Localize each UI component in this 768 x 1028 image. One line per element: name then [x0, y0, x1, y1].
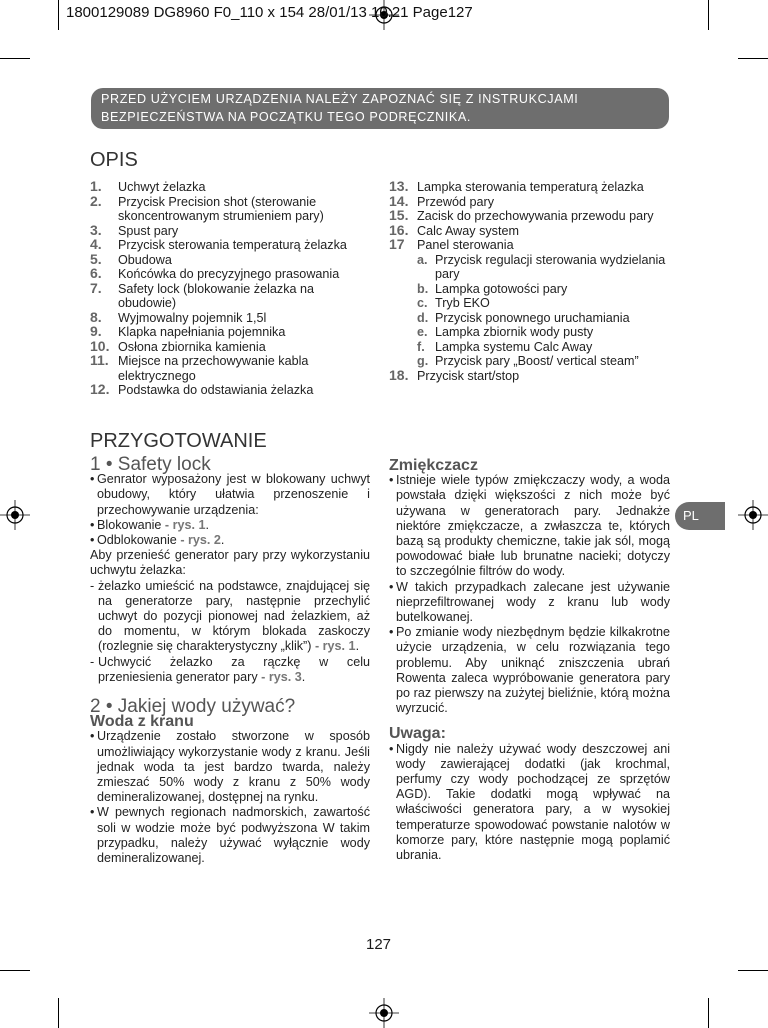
page-number: 127: [366, 936, 392, 953]
tap-water-p1: • Urządzenie zostało stworzone w sposób umożliwiający wykorzystanie wody z kranu. Jeśli jednak woda ta jest bardzo twarda, należy zmieszać 50% wody z kranu z 50% wody demineralizowanej, dostępnej na rynku.: [90, 729, 370, 805]
item-number: 7.: [90, 279, 102, 296]
item-text: Klapka napełniania pojemnika: [118, 325, 286, 339]
list-subitem: [389, 253, 679, 282]
item-number: 6.: [90, 265, 102, 281]
item-text: Zacisk do przechowywania przewodu pary: [417, 209, 654, 223]
registration-mark-icon: [0, 500, 30, 530]
list-item: [389, 238, 679, 253]
list-subitem: [389, 311, 679, 326]
item-number: 15.: [389, 207, 409, 223]
list-item: [90, 180, 370, 195]
item-text: Safety lock (blokowanie żelazka na obudowie): [118, 281, 315, 310]
safety-intro: • Genrator wyposażony jest w blokowany uchwyt obudowy, który ułatwia przenoszenie i przechowywanie urządzenia:: [90, 472, 370, 518]
crop-mark: [0, 58, 30, 59]
item-number: 12.: [90, 381, 110, 397]
item-text: Przycisk sterowania temperaturą żelazka: [118, 238, 347, 252]
item-number: 14.: [389, 192, 409, 209]
softener-p1: • Istnieje wiele typów zmiękczaczy wody, a woda powstała dzięki większości z nich może być używana w generatorach pary. Jednakże niektóre zmiękczacze, a zwłaszcza te, których bazą są produkty chemiczne, takie jak sól, mogą powodować białe lub brunatne nacieki; dotyczy to szczególnie filtrów do wody.: [389, 473, 670, 579]
subitem-letter: d.: [417, 310, 429, 325]
list-item: [90, 279, 370, 311]
item-number: 17: [389, 236, 405, 252]
item-text: Przycisk Precision shot (sterowanie skoncentrowanym strumieniem pary): [118, 194, 324, 223]
list-item: [389, 192, 679, 210]
subsection-title-water: 2 • Jakiej wody używać?: [90, 696, 296, 718]
list-item: [389, 221, 679, 239]
item-text: Lampka sterowania temperaturą żelazka: [417, 180, 644, 194]
item-text: Panel sterowania: [417, 238, 514, 252]
item-number: 1.: [90, 178, 102, 194]
list-item: [389, 180, 679, 195]
opis-list-left: [90, 180, 370, 398]
tap-water-title: Woda z kranu: [90, 713, 194, 731]
list-item: [90, 325, 370, 340]
softener-p2: • W takich przypadkach zalecane jest używanie nieprzefiltrowanej wody z kranu lub wody butelkowanej.: [389, 580, 670, 626]
list-item: [90, 221, 370, 239]
item-number: 18.: [389, 366, 409, 383]
crop-mark: [58, 0, 59, 30]
item-number: 10.: [90, 337, 110, 354]
crop-mark: [738, 970, 768, 971]
warning-p1: • Nigdy nie należy używać wody deszczowej ani wody zawierającej dodatki (jak krochmal, perfumy czy wody pochodzącej ze sprzętów AGD). Takie dodatki mogą wpływać na właściwości generatora pary, a w wysokiej temperaturze spowodować powstanie nalotów w komorze pary, które następnie mogą poplamić ubrania.: [389, 742, 670, 864]
section-title-opis: OPIS: [90, 149, 138, 171]
opis-list-right: [389, 180, 679, 383]
item-text: Końcówka do precyzyjnego prasowania: [118, 267, 340, 281]
crop-mark: [708, 998, 709, 1028]
crop-mark: [0, 970, 30, 971]
softener-p3: • Po zmianie wody niezbędnym będzie kilkakrotne użycie urządzenia, w celu rozwiązania tego problemu. Aby uniknąć zniszczenia ubrań Rowenta zaleca wypróbowanie generatora pary po raz pierwszy na zużytej bieliźnie, którą można wyrzucić.: [389, 625, 670, 716]
item-text: Przycisk start/stop: [417, 368, 520, 383]
list-item: [90, 250, 370, 268]
subitem-text: Przycisk regulacji sterowania wydzielania pary: [435, 252, 666, 281]
item-text: Obudowa: [118, 252, 172, 267]
section-title-przygotowanie: PRZYGOTOWANIE: [90, 430, 267, 452]
block-label: Blokowanie: [97, 517, 162, 532]
language-tab: PL: [675, 502, 725, 530]
item-text: Podstawka do odstawiania żelazka: [118, 383, 314, 397]
item-text: Miejsce na przechowywanie kabla elektrycznego: [118, 354, 309, 383]
list-subitem: [389, 282, 679, 297]
subitem-letter: e.: [417, 325, 428, 339]
list-item: [389, 209, 679, 224]
list-subitem: [389, 354, 679, 369]
item-text: Calc Away system: [417, 223, 519, 238]
subitem-letter: g.: [417, 354, 429, 368]
item-number: 3.: [90, 221, 102, 238]
subitem-text: Lampka gotowości pary: [435, 281, 568, 296]
softener-title: Zmiękczacz: [389, 457, 478, 474]
subitem-letter: a.: [417, 252, 428, 267]
crop-mark: [738, 58, 768, 59]
banner-line-2: BEZPIECZEŃSTWA NA POCZĄTKU TEGO PODRĘCZNIKA.: [101, 110, 471, 124]
step-text: Uchwycić żelazko za rączkę w celu przeniesienia generator pary: [98, 654, 370, 684]
item-number: 2.: [90, 192, 102, 209]
step-text: żelazko umieścić na podstawce, znajdującej się na generatorze pary, następnie przechylić uchwyt do pozycji pionowej nad żelazkiem, aż do momentu, w którym blokada zaskoczy (rozlegnie się charakterystyczny „klik”): [98, 578, 370, 654]
crop-mark: [58, 998, 59, 1028]
figure-ref: - rys. 2: [180, 533, 221, 548]
item-number: 5.: [90, 250, 102, 267]
warning-title: Uwaga:: [389, 725, 446, 743]
list-subitem: [389, 296, 679, 311]
item-number: 13.: [389, 178, 409, 194]
registration-mark-icon: [738, 500, 768, 530]
list-item: [90, 337, 370, 355]
list-item: [90, 308, 370, 326]
item-text: Spust pary: [118, 223, 179, 238]
unblock-line: • Odblokowanie - rys. 2.: [90, 533, 370, 548]
crop-mark: [708, 0, 709, 30]
list-item: [90, 238, 370, 253]
subitem-letter: b.: [417, 281, 429, 296]
figure-ref: - rys. 1: [164, 517, 206, 532]
figure-ref: - rys. 1: [314, 639, 356, 654]
block-line: • Blokowanie - rys. 1.: [90, 518, 370, 533]
subitem-letter: f.: [417, 339, 425, 354]
subsection-title-safety-lock: 1 • Safety lock: [90, 454, 211, 475]
item-text: Przewód pary: [417, 194, 494, 209]
list-subitem: [389, 340, 679, 355]
banner-line-1: PRZED UŻYCIEM URZĄDZENIA NALEŻY ZAPOZNAĆ SIĘ Z INSTRUKCJAMI: [101, 92, 579, 106]
list-item: [90, 354, 370, 383]
registration-mark-icon: [369, 998, 399, 1028]
subitem-letter: c.: [417, 296, 428, 310]
carry-step-2: - Uchwycić żelazko za rączkę w celu przeniesienia generator pary - rys. 3.: [90, 655, 370, 685]
carry-step-1: - żelazko umieścić na podstawce, znajdującej się na generatorze pary, następnie przechylić uchwyt do pozycji pionowej nad żelazkiem, aż do momentu, w którym blokada zaskoczy (rozlegnie się charakterystyczny „klik”) - rys. 1.: [90, 579, 370, 655]
tap-water-p2: • W pewnych regionach nadmorskich, zawartość soli w wodzie może być podwyższona W takim przypadku, należy używać wyłącznie wody demineralizowanej.: [90, 805, 370, 866]
subitem-text: Lampka systemu Calc Away: [435, 339, 593, 354]
item-text: Osłona zbiornika kamienia: [118, 339, 266, 354]
unblock-label: Odblokowanie: [97, 533, 177, 548]
item-text: Uchwyt żelazka: [118, 180, 206, 194]
item-number: 9.: [90, 323, 102, 339]
item-text: Wyjmowalny pojemnik 1,5l: [118, 310, 267, 325]
list-item: [90, 192, 370, 224]
item-number: 4.: [90, 236, 102, 252]
subitem-text: Przycisk pary „Boost/ vertical steam”: [435, 354, 639, 368]
item-number: 11.: [90, 352, 109, 368]
left-column: [90, 454, 370, 866]
figure-ref: - rys. 3: [261, 669, 302, 684]
item-number: 16.: [389, 221, 409, 238]
list-subitem: [389, 325, 679, 340]
subitem-text: Tryb EKO: [435, 296, 490, 310]
print-header: 1800129089 DG8960 F0_110 x 154 28/01/13 10:21 Page127: [66, 4, 473, 21]
list-item: [90, 383, 370, 398]
carry-intro: Aby przenieść generator pary przy wykorzystaniu uchwytu żelazka:: [90, 548, 370, 578]
item-number: 8.: [90, 308, 102, 325]
list-item: [90, 267, 370, 282]
right-column: [389, 458, 670, 863]
list-item: [389, 366, 679, 384]
safety-banner: [91, 88, 669, 129]
subitem-text: Lampka zbiornik wody pusty: [435, 325, 594, 339]
subitem-text: Przycisk ponownego uruchamiania: [435, 310, 630, 325]
